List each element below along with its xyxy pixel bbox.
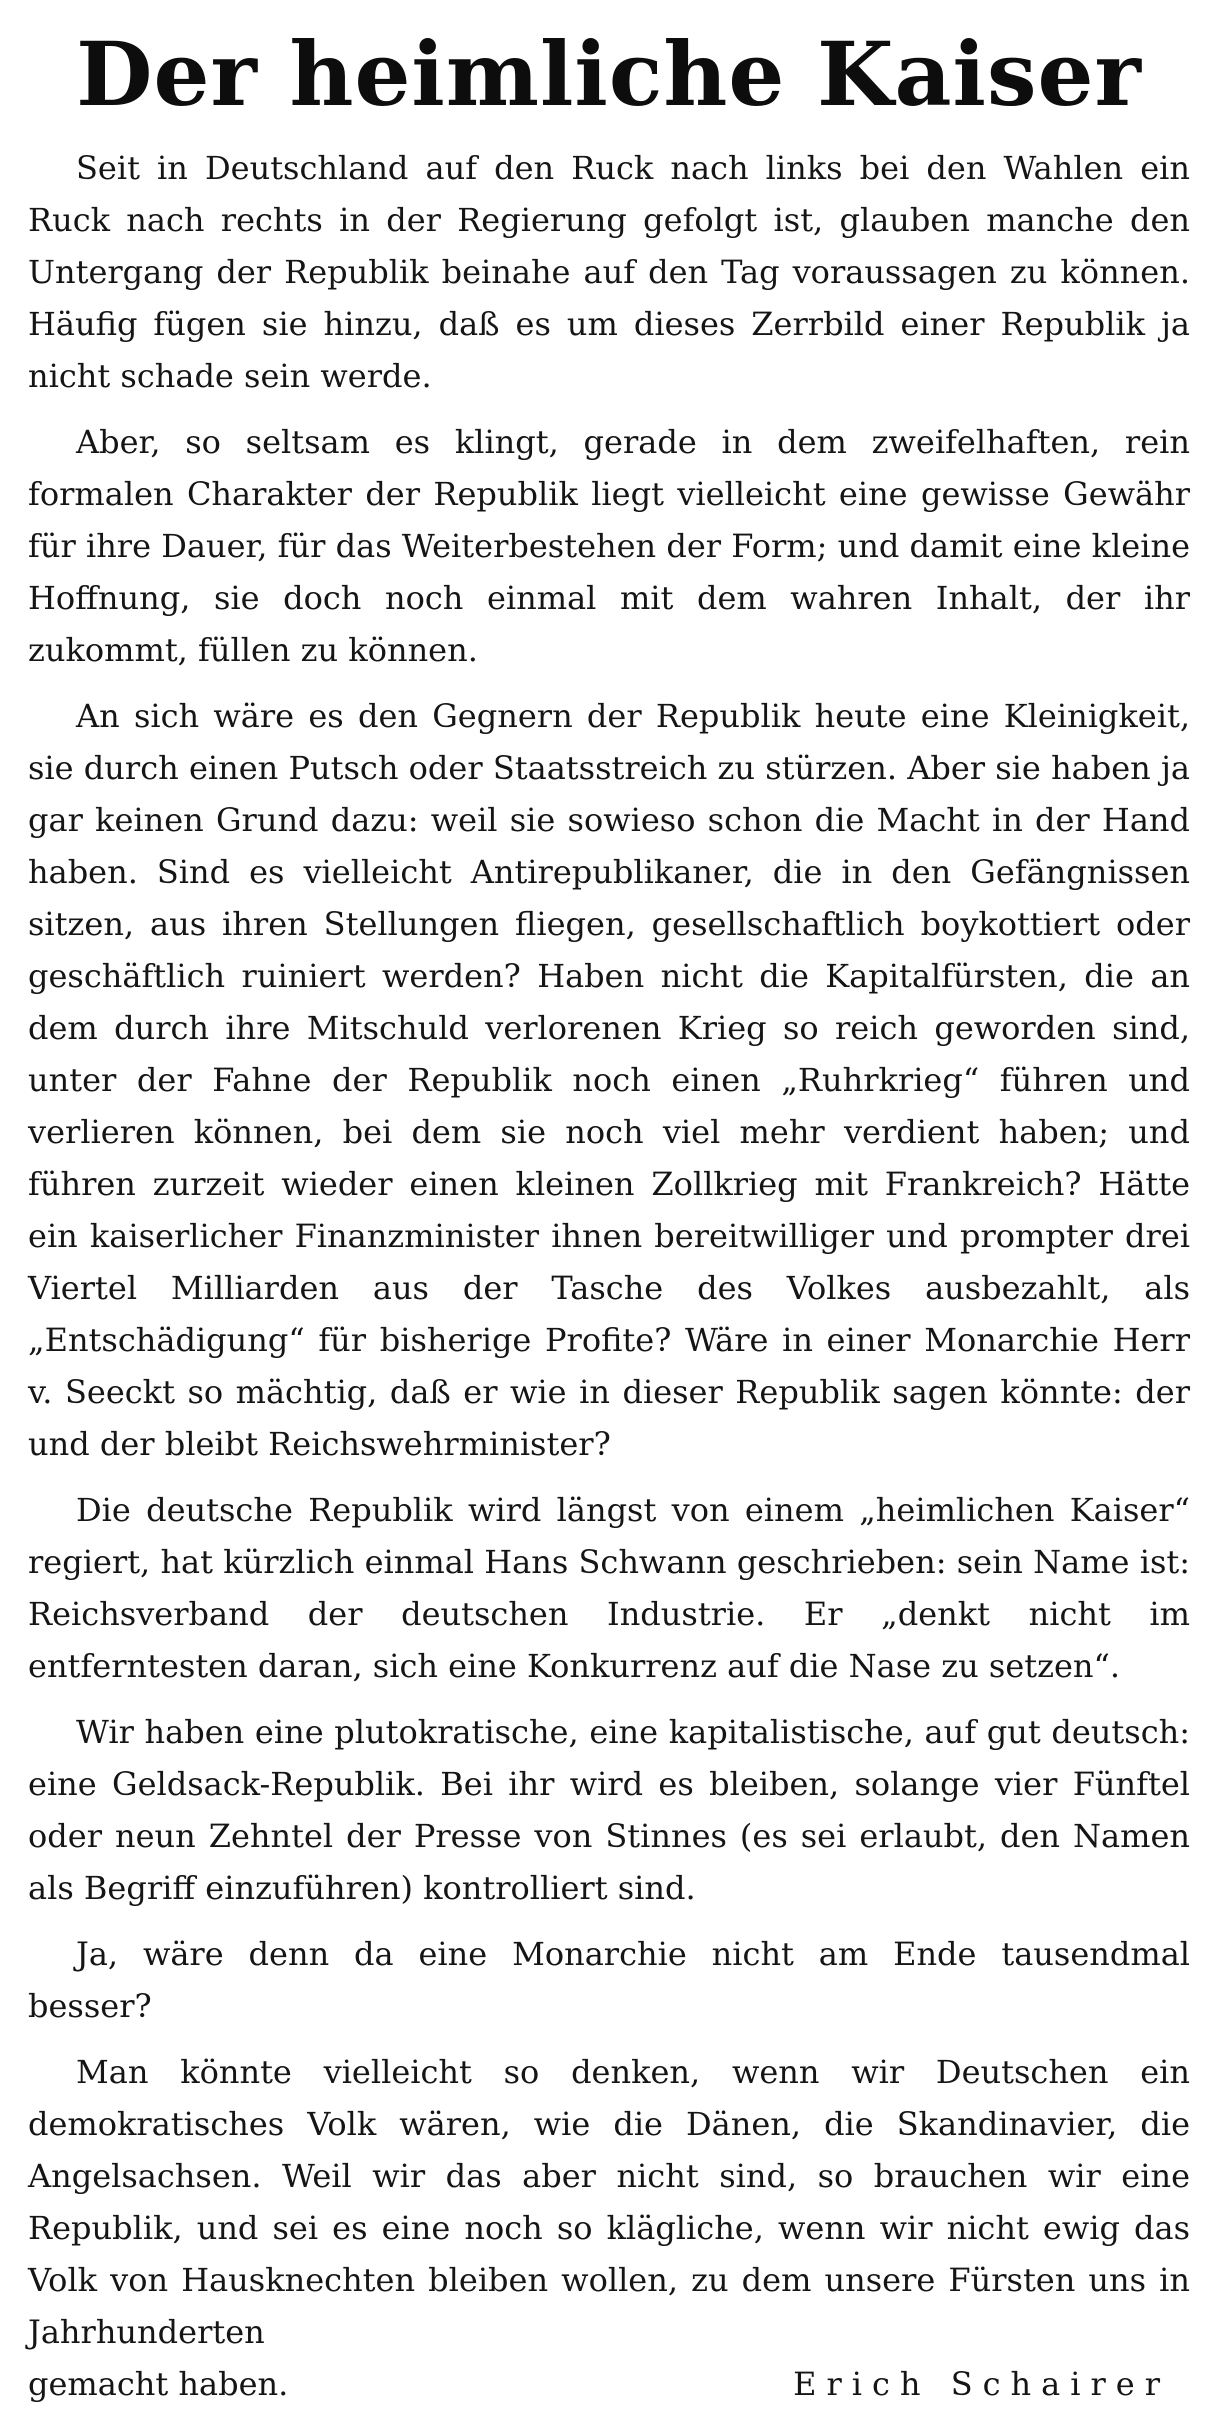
- paragraph-2: Aber, so seltsam es klingt, gerade in dem zweifelhaften, rein formalen Charakter der Republik liegt vielleicht eine gewisse Gewähr für ihre Dauer, für das Weiterbestehen der Form; und damit eine kleine Hoffnung, sie doch noch einmal mit dem wahren Inhalt, der ihr zukommt, füllen zu können.: [28, 423, 1190, 669]
- paragraph-7: Man könnte vielleicht so denken, wenn wir Deutschen ein demokratisches Volk wären, wie die Dänen, die Skandinavier, die Angelsachsen. Weil wir das aber nicht sind, so brauchen wir eine Republik, und sei es eine noch so klägliche, wenn wir nicht ewig das Volk von Hausknechten bleiben wollen, zu dem unsere Fürsten uns in Jahrhunderten: [28, 2053, 1190, 2351]
- article-title: Der heimliche Kaiser: [76, 22, 1142, 126]
- paragraph-3: An sich wäre es den Gegnern der Republik heute eine Kleinigkeit, sie durch einen Putsch oder Staatsstreich zu stürzen. Aber sie haben ja gar keinen Grund dazu: weil sie sowieso schon die Macht in der Hand haben. Sind es vielleicht Antirepublikaner, die in den Gefängnissen sitzen, aus ihren Stellungen fliegen, gesellschaftlich boykottiert oder geschäftlich ruiniert werden? Haben nicht die Kapitalfürsten, die an dem durch ihre Mitschuld verlorenen Krieg so reich geworden sind, unter der Fahne der Republik noch einen „Ruhrkrieg“ führen und verlieren können, bei dem sie noch viel mehr verdient haben; und führen zurzeit wieder einen kleinen Zollkrieg mit Frankreich? Hätte ein kaiserlicher Finanzminister ihnen bereitwilliger und prompter drei Viertel Milliarden aus der Tasche des Volkes ausbezahlt, als „Entschädigung“ für bisherige Profite? Wäre in einer Monarchie Herr v. Seeckt so mächtig, daß er wie in dieser Republik sagen könnte: der und der bleibt Reichswehrminister?: [28, 697, 1190, 1463]
- paragraph-6: Ja, wäre denn da eine Monarchie nicht am Ende tausendmal besser?: [28, 1935, 1190, 2025]
- closing-text: gemacht haben.: [28, 2365, 289, 2403]
- author-signature: Erich Schairer: [793, 2365, 1170, 2403]
- paragraph-5: Wir haben eine plutokratische, eine kapitalistische, auf gut deutsch: eine Geldsack-Republik. Bei ihr wird es bleiben, solange vier Fünftel oder neun Zehntel der Presse von Stinnes (es sei erlaubt, den Namen als Begriff einzuführen) kontrolliert sind.: [28, 1713, 1190, 1907]
- paragraph-1: Seit in Deutschland auf den Ruck nach links bei den Wahlen ein Ruck nach rechts in der Regierung gefolgt ist, glauben manche den Untergang der Republik beinahe auf den Tag voraussagen zu können. Häufig fügen sie hinzu, daß es um dieses Zerrbild einer Republik ja nicht schade sein werde.: [28, 149, 1190, 395]
- article-body: [28, 142, 1190, 2410]
- closing-line: [28, 2358, 1190, 2410]
- paragraph-4: Die deutsche Republik wird längst von einem „heimlichen Kaiser“ regiert, hat kürzlich einmal Hans Schwann geschrieben: sein Name ist: Reichsverband der deutschen Industrie. Er „denkt nicht im entferntesten daran, sich eine Konkurrenz auf die Nase zu setzen“.: [28, 1491, 1190, 1685]
